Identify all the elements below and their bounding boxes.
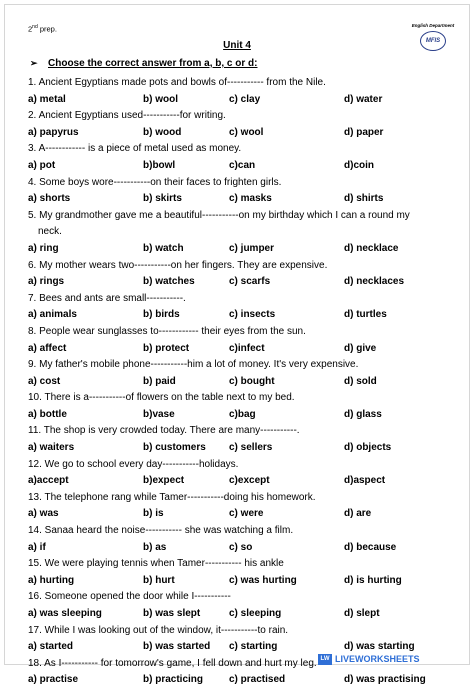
answer-option[interactable]: d) necklaces [344, 276, 405, 288]
answer-option[interactable]: b) customers [143, 442, 206, 454]
question-text: 16. Someone opened the door while I----------- [28, 591, 231, 603]
answer-option[interactable]: b) is [143, 508, 164, 520]
answer-option[interactable]: d) paper [344, 126, 384, 138]
answer-options [28, 191, 448, 208]
arrow-bullet-icon: ➢ [30, 58, 38, 68]
answer-options [28, 606, 448, 623]
answer-option[interactable]: c)can [229, 159, 256, 171]
question-text: 4. Some boys wore-----------on their faces to frighten girls. [28, 176, 282, 188]
unit-title: Unit 4 [223, 40, 251, 51]
answer-option[interactable]: d) slept [344, 608, 380, 619]
answer-option[interactable]: d) water [344, 93, 383, 105]
answer-option[interactable]: d) turtles [344, 309, 387, 321]
question-text: 2. Ancient Egyptians used-----------for writing. [28, 110, 226, 122]
answer-option[interactable]: a) rings [28, 276, 65, 288]
answer-option[interactable]: a) bottle [28, 408, 67, 420]
answer-option[interactable]: a)accept [28, 475, 69, 487]
answer-option[interactable]: a) waiters [28, 442, 75, 454]
grade-label: 2nd prep. [28, 24, 57, 34]
instruction [30, 58, 258, 69]
answer-option[interactable]: c) scarfs [229, 276, 271, 288]
answer-option[interactable]: b) birds [143, 309, 180, 321]
answer-option[interactable]: b)bowl [143, 159, 176, 171]
answer-option[interactable]: a) hurting [28, 574, 75, 586]
answer-options [28, 307, 448, 324]
answer-option[interactable]: c) sellers [229, 442, 273, 454]
answer-option[interactable]: a) if [28, 541, 46, 553]
answer-option[interactable]: a) cost [28, 375, 61, 387]
answer-option[interactable]: a) was [28, 508, 59, 520]
question-text: 6. My mother wears two-----------on her fingers. They are expensive. [28, 259, 328, 271]
answer-option[interactable]: b)vase [143, 408, 175, 420]
answer-option[interactable]: b) wood [143, 126, 182, 138]
answer-options [28, 506, 448, 523]
answer-option[interactable]: c) bought [229, 375, 275, 387]
answer-option[interactable]: b) skirts [143, 193, 182, 205]
answer-options [28, 672, 448, 689]
answer-options [28, 573, 448, 590]
answer-options [28, 407, 448, 424]
answer-options [28, 274, 448, 291]
instruction-text: Choose the correct answer from a, b, c or d: [48, 58, 258, 69]
answer-option[interactable]: d)coin [344, 159, 374, 171]
answer-option[interactable]: b) hurt [143, 574, 175, 586]
question-text: 8. People wear sunglasses to------------ their eyes from the sun. [28, 325, 306, 337]
question-continuation: neck. [38, 226, 62, 238]
answer-option[interactable]: d) give [344, 342, 377, 354]
answer-option[interactable]: c) clay [229, 93, 261, 105]
answer-option[interactable]: b) protect [143, 342, 190, 354]
answer-option[interactable]: b) watches [143, 276, 195, 288]
answer-option[interactable]: d) because [344, 541, 397, 553]
answer-option[interactable]: a) pot [28, 159, 56, 171]
answer-options [28, 92, 448, 109]
answer-option[interactable]: d) was practising [344, 674, 426, 686]
answer-option[interactable]: b) practicing [143, 674, 204, 686]
answer-option[interactable]: c) starting [229, 641, 278, 653]
question-text: 18. As I----------- for tomorrow's game, I fell down and hurt my leg. [28, 657, 317, 669]
answer-option[interactable]: b) watch [143, 242, 184, 254]
question-text: 14. Sanaa heard the noise----------- she was watching a film. [28, 525, 294, 537]
answer-option[interactable]: c) was hurting [229, 574, 297, 586]
answer-options [28, 241, 448, 258]
answer-option[interactable]: a) affect [28, 342, 67, 354]
answer-option[interactable]: b) wool [143, 93, 178, 105]
question-text: 1. Ancient Egyptians made pots and bowls of----------- from the Nile. [28, 77, 326, 88]
answer-option[interactable]: d) sold [344, 375, 377, 387]
answer-option[interactable]: c) practised [229, 674, 286, 686]
answer-option[interactable]: c) sleeping [229, 608, 282, 619]
answer-option[interactable]: c) jumper [229, 242, 275, 254]
answer-option[interactable]: a) practise [28, 674, 79, 686]
question-text: 10. There is a-----------of flowers on the table next to my bed. [28, 392, 295, 404]
answer-option[interactable]: a) metal [28, 93, 66, 105]
answer-options [28, 374, 448, 391]
answer-option[interactable]: c) were [229, 508, 264, 520]
answer-option[interactable]: c) insects [229, 309, 276, 321]
answer-options [28, 341, 448, 358]
question-text: 9. My father's mobile phone-----------him a lot of money. It's very expensive. [28, 359, 359, 371]
answer-option[interactable]: c)bag [229, 408, 256, 420]
answer-option[interactable]: b)expect [143, 475, 185, 487]
answer-option[interactable]: d) is hurting [344, 574, 402, 586]
answer-option[interactable]: d) objects [344, 442, 392, 454]
answer-option[interactable]: a) animals [28, 309, 77, 321]
answer-option[interactable]: c) masks [229, 193, 272, 205]
answer-option[interactable]: b) as [143, 541, 167, 553]
question-text: 3. A------------ is a piece of metal used as money. [28, 143, 242, 155]
answer-option[interactable]: b) was slept [143, 608, 201, 619]
answer-options [28, 540, 448, 557]
liveworksheets-logo-icon: LW [318, 654, 332, 665]
question-text: 17. While I was looking out of the window, it-----------to rain. [28, 624, 289, 636]
answer-option[interactable]: a) ring [28, 242, 59, 254]
answer-options [28, 125, 448, 142]
question-text: 15. We were playing tennis when Tamer----------- his ankle [28, 558, 284, 570]
answer-option[interactable]: c) wool [229, 126, 264, 138]
liveworksheets-footer[interactable] [318, 652, 420, 666]
question-list [28, 75, 448, 689]
answer-option[interactable]: d) are [344, 508, 372, 520]
footer-brand: LIVEWORKSHEETS [335, 654, 420, 664]
answer-option[interactable]: d) was starting [344, 641, 415, 653]
question-text: 13. The telephone rang while Tamer-----------doing his homework. [28, 491, 316, 503]
question-text: 12. We go to school every day-----------holidays. [28, 458, 239, 470]
logo-mark: MFIS [420, 31, 446, 51]
answer-options [28, 158, 448, 175]
answer-option[interactable]: c) so [229, 541, 253, 553]
question-text: 7. Bees and ants are small-----------. [28, 292, 186, 304]
answer-option[interactable]: a) was sleeping [28, 608, 102, 619]
answer-option[interactable]: c)infect [229, 342, 265, 354]
answer-option[interactable]: d) glass [344, 408, 382, 420]
answer-option[interactable]: d)aspect [344, 475, 386, 487]
answer-option[interactable]: b) was started [143, 641, 211, 653]
answer-option[interactable]: a) started [28, 641, 74, 653]
answer-option[interactable]: d) necklace [344, 242, 399, 254]
answer-option[interactable]: a) shorts [28, 193, 71, 205]
answer-option[interactable]: c)except [229, 475, 270, 487]
question-text: 11. The shop is very crowded today. There are many-----------. [28, 425, 300, 437]
answer-option[interactable]: a) papyrus [28, 126, 79, 138]
question-text: 5. My grandmother gave me a beautiful-----------on my birthday which I can a round my [28, 209, 410, 221]
answer-options [28, 440, 448, 457]
answer-option[interactable]: d) shirts [344, 193, 384, 205]
logo-caption: English Department [411, 23, 455, 28]
answer-options [28, 473, 448, 490]
answer-option[interactable]: b) paid [143, 375, 176, 387]
